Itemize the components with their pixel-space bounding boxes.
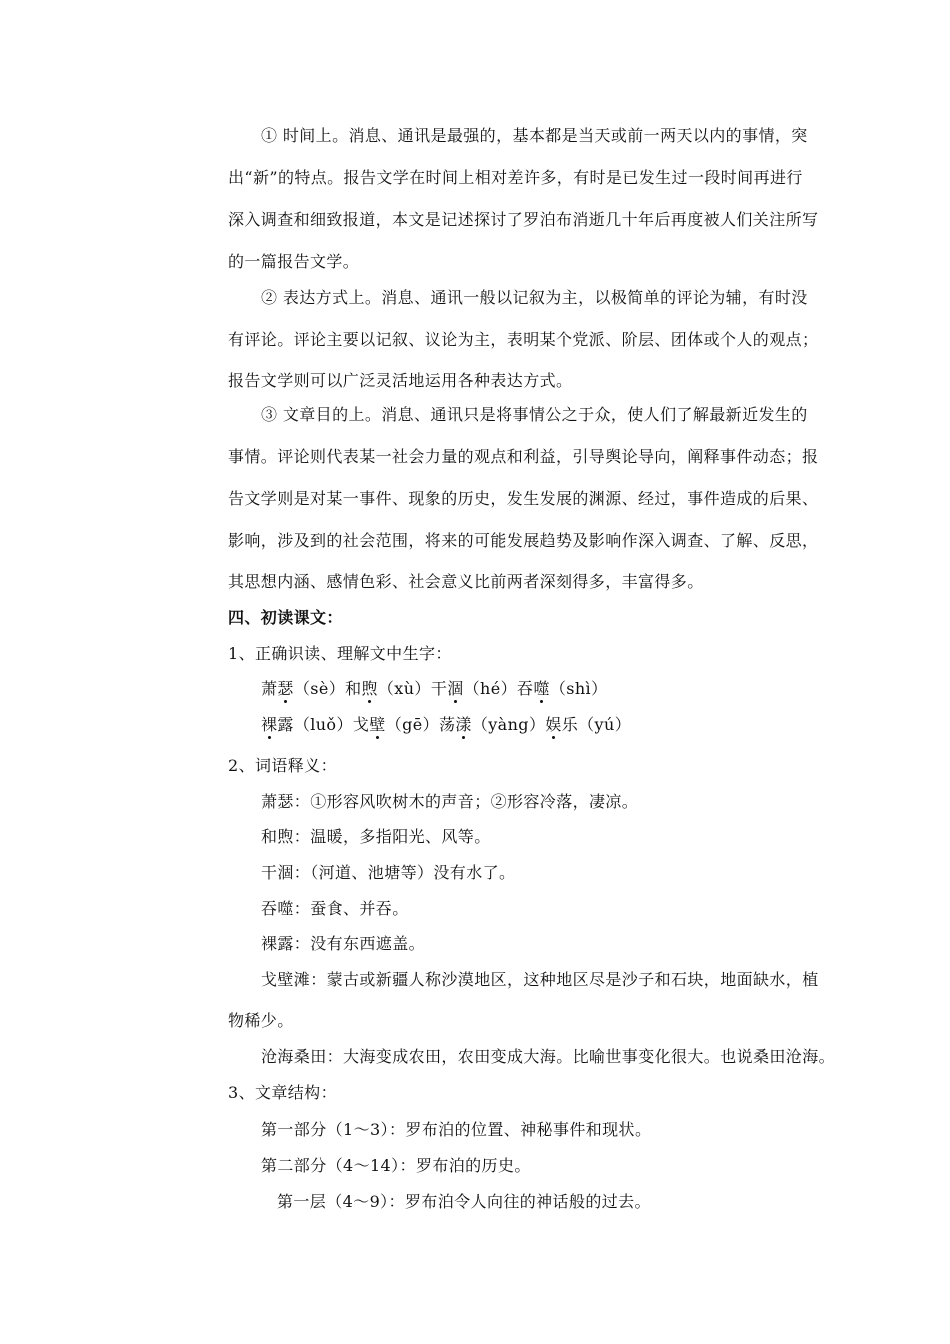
paragraph-3-line-5: 其思想内涵、感情色彩、社会意义比前两者深刻得多，丰富得多。 [228,572,704,591]
paragraph-3-line-2: 事情。评论则代表某一社会力量的观点和利益，引导舆论导向，阐释事件动态；报 [228,447,819,466]
paragraph-1-line-4: 的一篇报告文学。 [228,252,360,271]
vocab-entry: 裸露（luǒ） [261,715,353,734]
definition-6-line-2: 物稀少。 [228,1011,294,1030]
paragraph-2-line-2: 有评论。评论主要以记叙、议论为主，表明某个党派、阶层、团体或个人的观点； [228,330,819,349]
vocab-entry: 干涸（hé） [430,679,518,698]
structure-part-1: 第一部分（1～3）：罗布泊的位置、神秘事件和现状。 [261,1120,652,1139]
definition-2: 和煦：温暖，多指阳光、风等。 [261,827,491,846]
section-heading: 四、初读课文： [228,608,343,627]
emphasis-char: 壁 [369,715,386,734]
paragraph-3-line-1: ③ 文章目的上。消息、通讯只是将事情公之于众，使人们了解最新近发生的 [261,405,808,424]
paragraph-1-line-2: 出“新”的特点。报告文学在时间上相对差许多，有时是已发生过一段时间再进行 [228,168,803,187]
paragraph-1-line-1: ① 时间上。消息、通讯是最强的，基本都是当天或前一两天以内的事情，突 [261,126,808,145]
paragraph-1-line-3: 深入调查和细致报道，本文是记述探讨了罗泊布消逝几十年后再度被人们关注所写 [228,210,819,229]
emphasis-char: 娱 [545,715,562,734]
paragraph-3-line-3: 告文学则是对某一事件、现象的历史，发生发展的渊源、经过，事件造成的后果、 [228,489,819,508]
emphasis-char: 煦 [361,679,378,698]
item-2-title: 2、词语释义： [228,756,337,775]
pinyin-row-1 [261,679,607,699]
vocab-entry: 萧瑟（sè） [261,679,346,698]
structure-layer-1: 第一层（4～9）：罗布泊令人向往的神话般的过去。 [277,1192,651,1211]
paragraph-2-line-1: ② 表达方式上。消息、通讯一般以记叙为主，以极简单的评论为辅，有时没 [261,288,808,307]
paragraph-3-line-4: 影响，涉及到的社会范围，将来的可能发展趋势及影响作深入调查、了解、反思， [228,531,819,550]
definition-4: 吞噬：蚕食、并吞。 [261,899,409,918]
definition-6-line-1: 戈壁滩：蒙古或新疆人称沙漠地区，这种地区尽是沙子和石块，地面缺水，植 [261,970,819,989]
pinyin-row-2 [261,715,631,735]
structure-part-2: 第二部分（4～14）：罗布泊的历史。 [261,1156,531,1175]
vocab-entry: 和煦（xù） [345,679,431,698]
item-3-title: 3、文章结构： [228,1083,337,1102]
emphasis-char: 瑟 [277,679,294,698]
definition-1: 萧瑟：①形容风吹树木的声音；②形容冷落，凄凉。 [261,792,639,811]
paragraph-2-line-3: 报告文学则可以广泛灵活地运用各种表达方式。 [228,371,573,390]
emphasis-char: 漾 [455,715,472,734]
vocab-entry: 戈壁（gē） [352,715,439,734]
emphasis-char: 裸 [261,715,278,734]
vocab-entry: 吞噬（shì） [517,679,608,698]
vocab-entry: 娱乐（yú） [545,715,632,734]
vocab-entry: 荡漾（yàng） [439,715,546,734]
emphasis-char: 涸 [447,679,464,698]
definition-5: 裸露：没有东西遮盖。 [261,934,426,953]
emphasis-char: 噬 [533,679,550,698]
item-1-title: 1、正确识读、理解文中生字： [228,644,452,663]
definition-7: 沧海桑田：大海变成农田，农田变成大海。比喻世事变化很大。也说桑田沧海。 [261,1047,836,1066]
definition-3: 干涸：（河道、池塘等）没有水了。 [261,863,516,882]
